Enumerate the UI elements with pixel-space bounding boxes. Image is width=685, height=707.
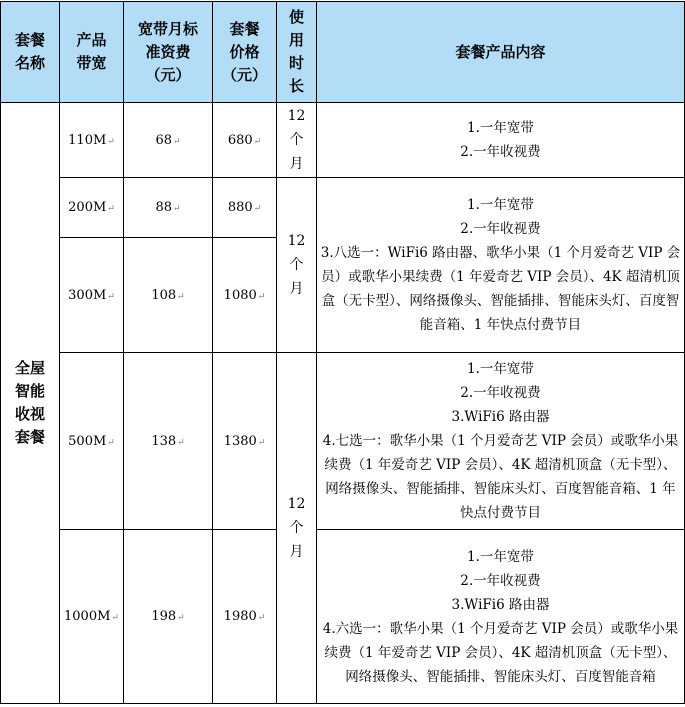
- price-cell: 680↵: [213, 103, 277, 178]
- header-package-name: 套餐 名称: [1, 2, 60, 103]
- duration-cell: 12 个 月: [277, 103, 317, 178]
- bandwidth-cell: 1000M↵: [60, 530, 124, 704]
- bandwidth-cell: 300M↵: [60, 238, 124, 353]
- header-bandwidth: 产品 带宽: [60, 2, 124, 103]
- content-cell: 1.一年宽带 2.一年收视费 3.八选一：WiFi6 路由器、歌华小果（1 个月爱奇艺 VIP 会员）或歌华小果续费（1 年爱奇艺 VIP 会员）、4K 超清机顶盒（无卡型）、网络摄像头、智能插排、智能床头灯、百度智能音箱、1 年快点付费节目: [317, 178, 685, 353]
- duration-cell: 12 个 月: [277, 353, 317, 704]
- bandwidth-cell: 110M↵: [60, 103, 124, 178]
- header-content: 套餐产品内容: [317, 2, 685, 103]
- price-cell: 1380↵: [213, 353, 277, 530]
- content-cell: 1.一年宽带 2.一年收视费: [317, 103, 685, 178]
- content-cell: 1.一年宽带 2.一年收视费 3.WiFi6 路由器 4.七选一：歌华小果（1 个月爱奇艺 VIP 会员）或歌华小果续费（1 年爱奇艺 VIP 会员）、4K 超清机顶盒（无卡型）、网络摄像头、智能插排、智能床头灯、百度智能音箱、1 年快点付费节目: [317, 353, 685, 530]
- duration-cell: 12 个 月: [277, 178, 317, 353]
- table-row: [1, 178, 685, 238]
- monthly-fee-cell: 138↵: [124, 353, 213, 530]
- monthly-fee-cell: 68↵: [124, 103, 213, 178]
- package-table: [0, 1, 685, 704]
- monthly-fee-cell: 198↵: [124, 530, 213, 704]
- price-cell: 1080↵: [213, 238, 277, 353]
- price-cell: 1980↵: [213, 530, 277, 704]
- table-row: [1, 530, 685, 704]
- bandwidth-cell: 500M↵: [60, 353, 124, 530]
- monthly-fee-cell: 108↵: [124, 238, 213, 353]
- header-duration: 使 用 时 长: [277, 2, 317, 103]
- table-row: [1, 353, 685, 530]
- price-cell: 880↵: [213, 178, 277, 238]
- bandwidth-cell: 200M↵: [60, 178, 124, 238]
- header-price: 套餐 价格 （元）: [213, 2, 277, 103]
- table-row: [1, 103, 685, 178]
- package-name-cell: 全屋 智能 收视 套餐: [1, 103, 60, 704]
- header-row: [1, 2, 685, 103]
- header-monthly-fee: 宽带月标 准资费 （元）: [124, 2, 213, 103]
- monthly-fee-cell: 88↵: [124, 178, 213, 238]
- content-cell: 1.一年宽带 2.一年收视费 3.WiFi6 路由器 4.六选一：歌华小果（1 个月爱奇艺 VIP 会员）或歌华小果续费（1 年爱奇艺 VIP 会员）、4K 超清机顶盒（无卡型）、网络摄像头、智能插排、智能床头灯、百度智能音箱: [317, 530, 685, 704]
